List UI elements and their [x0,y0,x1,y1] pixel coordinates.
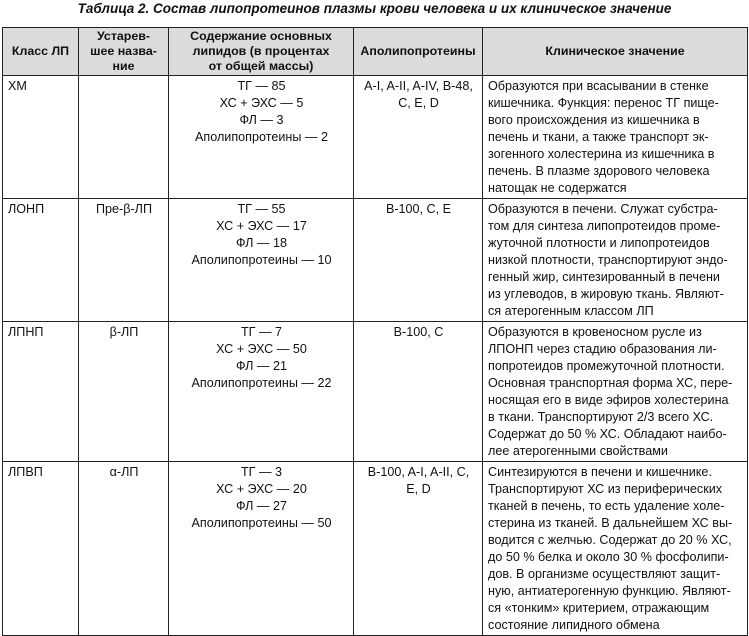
cell-old-name: Пре-β-ЛП [79,199,169,322]
clinical-line: низкой плотности, транспортируют эндо- [488,253,728,267]
header-old-name-line: Устарев- [97,29,150,43]
clinical-line: до 50 % белка и около 30 % фосфолипи- [488,550,729,564]
lipid-line: Аполипопротеины — 10 [191,253,332,267]
clinical-line: ную, антиатерогенную функцию. Являют- [488,584,731,598]
clinical-line: попротеидов промежуточной плотности. [488,359,725,373]
lipid-line: ФЛ — 3 [239,113,284,127]
header-lipids-line: от общей массы) [208,59,314,73]
cell-class: ЛПВП [3,462,79,636]
clinical-line: печень. В плазме здорового человека [488,164,710,178]
table-row [3,462,748,636]
clinical-line: Синтезируются в печени и кишечнике. [488,465,712,479]
clinical-line: дов. В организме осуществляют защит- [488,567,721,581]
cell-lipids [169,462,354,636]
clinical-line: из углеводов, в жировую ткань. Являют- [488,287,724,301]
clinical-line: Образуются в кровеносном русле из [488,325,702,339]
cell-class: ЛПНП [3,322,79,462]
cell-old-name: β-ЛП [79,322,169,462]
header-old-name-line: ние [112,59,135,73]
table-row [3,322,748,462]
clinical-line: печень и ткани, а также транспорт эк- [488,130,709,144]
header-old-name [79,28,169,76]
lipid-line: Аполипопротеины — 2 [195,130,328,144]
header-old-name-line: шее назва- [90,44,157,58]
cell-old-name: α-ЛП [79,462,169,636]
clinical-line: лее атерогенными свойствами [488,444,668,458]
clinical-line: генный жир, синтезированный в печени [488,270,720,284]
lipoprotein-table [2,27,748,636]
cell-old-name [79,76,169,199]
lipid-line: Аполипопротеины — 22 [191,376,332,390]
apo-line: B-100, A-I, A-II, C, [367,465,470,479]
lipid-line: ТГ — 85 [237,79,286,93]
clinical-line: носящая его в виде эфиров холестерина [488,393,729,407]
clinical-line: жуточной плотности и липопротеидов [488,236,710,250]
cell-lipids [169,76,354,199]
table-caption: Таблица 2. Состав липопротеинов плазмы крови человека и их клиническое значение [77,1,672,16]
header-class: Класс ЛП [3,28,79,76]
cell-clinical [483,462,748,636]
clinical-line: том для синтеза липопротеидов проме- [488,219,721,233]
clinical-line: водится с желчью. Содержат до 20 % ХС, [488,533,732,547]
clinical-line: зогенного холестерина из кишечника в [488,147,715,161]
cell-lipids [169,199,354,322]
clinical-line: в ткани. Транспортируют 2/3 всего ХС. [488,410,714,424]
clinical-line: вого происхождения из кишечника в [488,113,700,127]
header-lipids [169,28,354,76]
header-lipids-line: липидов (в процентах [192,44,330,58]
clinical-line: Основная транспортная форма ХС, пере- [488,376,733,390]
lipid-line: ФЛ — 21 [235,359,288,373]
clinical-line: Содержат до 50 % ХС. Обладают наибо- [488,427,727,441]
clinical-line: ся «тонким» критерием, отражающим [488,601,710,615]
header-apo: Аполипопротеины [354,28,483,76]
cell-lipids [169,322,354,462]
lipid-line: Аполипопротеины — 50 [191,516,332,530]
cell-clinical [483,199,748,322]
clinical-line: кишечника. Функция: перенос ТГ пище- [488,96,719,110]
apo-line: A-I, A-II, A-IV, B-48, [364,79,473,93]
clinical-line: ЛПОНП через стадию образования ли- [488,342,717,356]
table-row [3,199,748,322]
cell-apo [354,462,483,636]
cell-clinical [483,76,748,199]
clinical-line: Транспортируют ХС из периферических [488,482,723,496]
apo-line: E, D [406,482,431,496]
cell-apo [354,199,483,322]
cell-class: ЛОНП [3,199,79,322]
clinical-line: Образуются при всасывании в стенке [488,79,709,93]
header-row [3,28,748,76]
apo-line: B-100, C, E [385,202,452,216]
cell-class: ХМ [3,76,79,199]
apo-line: B-100, C [393,325,444,339]
lipid-line: ТГ — 55 [237,202,286,216]
header-lipids-line: Содержание основных [190,29,332,43]
lipid-line: ФЛ — 27 [235,499,288,513]
apo-line: C, E, D [398,96,439,110]
lipid-line: ХС + ЭХС — 17 [216,219,307,233]
clinical-line: состояние липидного обмена [488,618,660,632]
header-clinical: Клиническое значение [483,28,748,76]
table-row [3,76,748,199]
clinical-line: стерина из тканей. В дальнейшем ХС вы- [488,516,733,530]
clinical-line: натощак не содержатся [488,181,627,195]
lipid-line: ХС + ЭХС — 20 [216,482,307,496]
clinical-line: тканей в печень, то есть удаление холе- [488,499,725,513]
clinical-line: ся атерогенным классом ЛП [488,304,654,318]
cell-apo [354,322,483,462]
clinical-line: Образуются в печени. Служат субстра- [488,202,718,216]
lipid-line: ХС + ЭХС — 50 [216,342,307,356]
cell-clinical [483,322,748,462]
lipid-line: ФЛ — 18 [235,236,288,250]
lipid-line: ТГ — 3 [240,465,283,479]
lipid-line: ТГ — 7 [240,325,283,339]
lipid-line: ХС + ЭХС — 5 [219,96,304,110]
cell-apo [354,76,483,199]
